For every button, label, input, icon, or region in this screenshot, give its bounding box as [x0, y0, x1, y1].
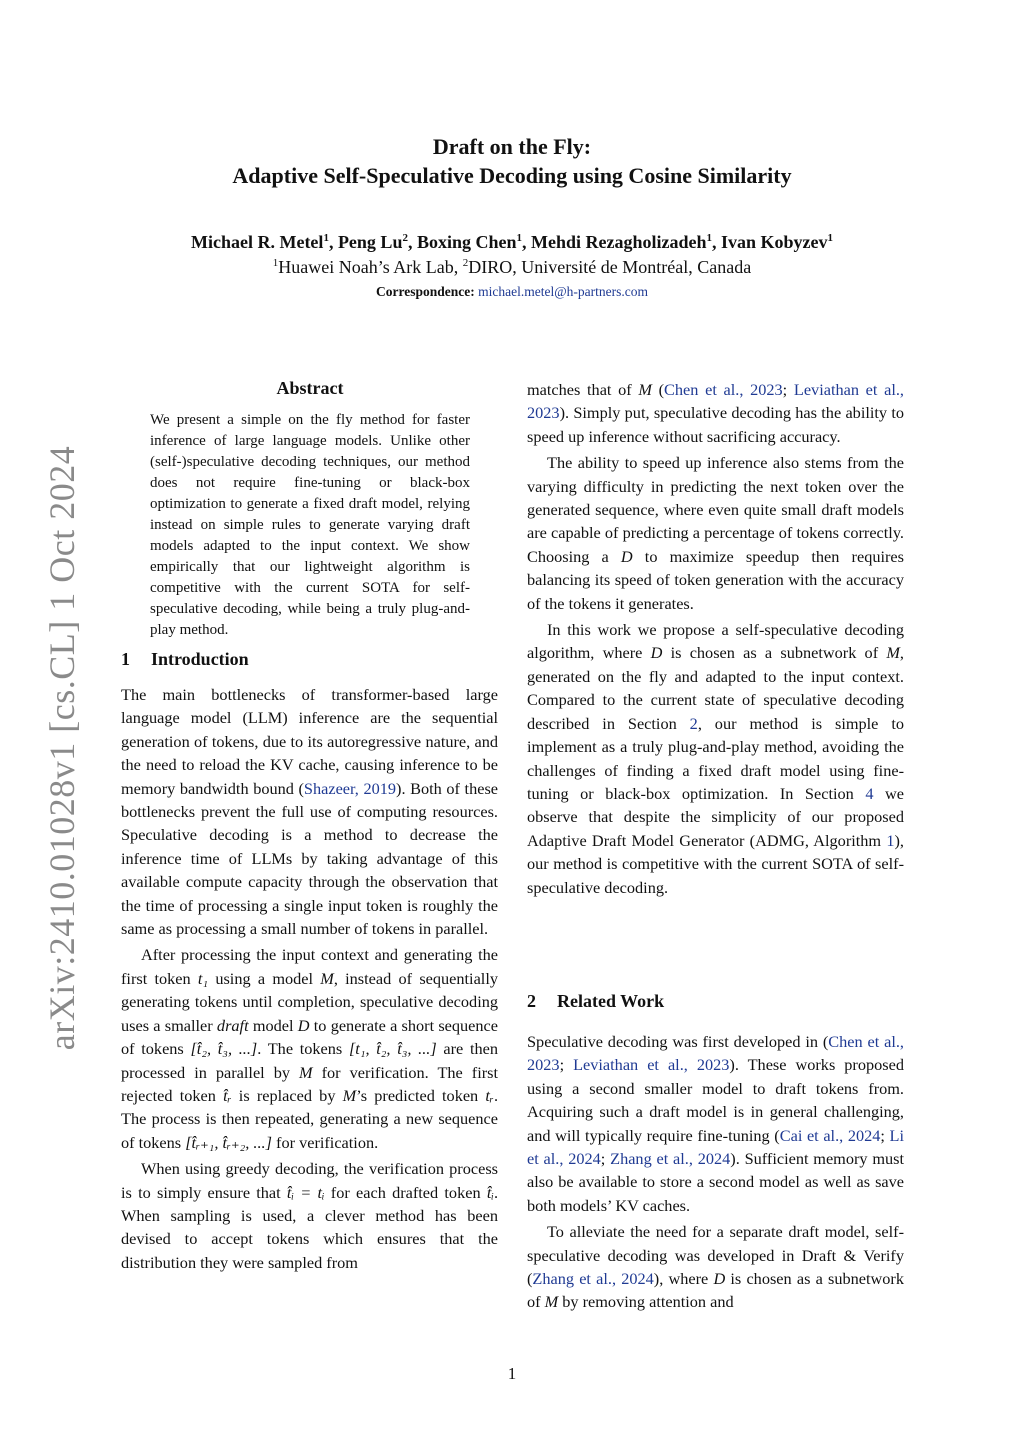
text-run: . The process is then repeated, generating a new sequence of tokens	[121, 1085, 499, 1152]
correspondence	[0, 283, 1024, 301]
text-run: to maximize speedup then requires balancing its speed of token generation with the accuracy of the tokens it generates.	[527, 546, 904, 613]
section-ref-link[interactable]: 2	[689, 713, 698, 733]
citation-link[interactable]: Leviathan et al., 2023	[573, 1055, 730, 1075]
author-affil-mark: 2	[402, 232, 408, 244]
text-run: matches that of	[527, 380, 639, 399]
text-run: ). These works proposed using a second smaller model to draft tokens from. Acquiring such a draft model is in general challenging, and will typically require fine-tuning (	[527, 1055, 904, 1145]
text-run: model	[248, 1015, 298, 1035]
text-run: After processing the input context and generating the first token	[121, 945, 498, 988]
author-name: Michael R. Metel	[190, 232, 324, 252]
citation-link[interactable]: Shazeer, 2019	[303, 778, 397, 798]
algorithm-ref-link[interactable]: 1	[886, 830, 895, 850]
paragraph	[121, 1157, 498, 1274]
text-run: is replaced by	[231, 1085, 343, 1105]
text-run: ). Simply put, speculative decoding has the ability to speed up inference without sacrificing accuracy.	[527, 403, 904, 446]
section-heading-introduction	[121, 647, 249, 671]
citation-link[interactable]: Cai et al., 2024	[779, 1125, 881, 1145]
citation-link[interactable]: Zhang et al., 2024	[610, 1149, 731, 1169]
text-run: . When sampling is used, a clever method has been devised to accept tokens which ensures that the distribution they were sampled from	[121, 1182, 499, 1272]
arxiv-identifier: arXiv:2410.01028v1 [cs.CL] 1 Oct 2024	[42, 445, 82, 1051]
text-run: To alleviate the need for a separate draft model, self-speculative decoding was developed in Draft & Verify (	[527, 1222, 904, 1289]
right-column-body-bottom	[527, 1030, 904, 1317]
affil-mark: 1	[272, 257, 279, 269]
text-run: ), our method is competitive with the current SOTA of self-speculative decoding.	[527, 830, 904, 897]
citation-link[interactable]: Li et al., 2024	[527, 1125, 904, 1169]
left-column-body	[121, 683, 498, 1277]
text-run: ;	[559, 1055, 574, 1075]
paper-title	[0, 132, 1024, 190]
math: t₁	[197, 968, 209, 988]
math: [t₁, t̂₂, t̂₃, ...]	[348, 1039, 437, 1059]
text-run: , our method is simple to implement as a truly plug-and-play method, avoiding the challenges of finding a fixed draft model using fine-tuning or black-box optimization. In Section	[527, 713, 904, 803]
text-run: for verification. The first rejected token	[121, 1062, 499, 1105]
affiliation: Huawei Noah’s Ark Lab,	[278, 257, 459, 277]
author-affil-mark: 1	[323, 232, 329, 244]
page-number: 1	[507, 1364, 517, 1383]
author-affil-mark: 1	[706, 232, 712, 244]
affil-mark: 2	[462, 257, 469, 269]
author-name: Mehdi Rezagholizadeh	[530, 232, 707, 252]
math: t̂ᵢ	[486, 1182, 494, 1202]
author-list: Michael R. Metel$^1$, Peng Lu$^2$, Boxing Chen$^1$, Mehdi Rezagholizadeh$^1$, Ivan Kobyzev$^1$	[190, 232, 833, 252]
text-run: ’s predicted token	[356, 1085, 486, 1105]
math: M	[320, 968, 334, 988]
text-run: ;	[782, 380, 794, 399]
math: [t̂₂, t̂₃, ...]	[190, 1039, 258, 1059]
text-run: using a model	[208, 968, 321, 988]
text-run: for each drafted token	[324, 1182, 487, 1202]
math: tᵣ	[485, 1085, 494, 1105]
section-number: 2	[527, 991, 536, 1011]
text-run: , generated on the fly and adapted to the input context. Compared to the current state of speculative decoding described in Section	[527, 643, 904, 733]
math: M	[342, 1085, 357, 1105]
text-run: . The tokens	[257, 1039, 349, 1059]
author-name: Boxing Chen	[416, 232, 517, 252]
text-run: is chosen as a subnetwork of	[527, 1269, 904, 1312]
paragraph	[121, 943, 498, 1154]
correspondence-label: Correspondence:	[376, 284, 475, 299]
citation-link[interactable]: Chen et al., 2023	[664, 380, 783, 399]
author-name: Ivan Kobyzev	[720, 232, 828, 252]
math: M	[886, 643, 900, 663]
correspondence-email-link[interactable]: michael.metel@h-partners.com	[478, 284, 648, 299]
text-run: , instead of sequentially generating tokens until completion, speculative decoding uses a smaller	[121, 968, 498, 1035]
author-affil-mark: 1	[516, 232, 522, 244]
section-title: Introduction	[151, 649, 249, 669]
text-run: In this work we propose a self-speculative decoding algorithm, where	[527, 620, 904, 663]
citation-link[interactable]: Leviathan et al., 2023	[527, 380, 904, 423]
math: D	[650, 643, 663, 663]
paragraph	[121, 683, 498, 940]
text-run: ;	[880, 1125, 890, 1145]
math: [t̂ᵣ₊₁, t̂ᵣ₊₂, ...]	[185, 1132, 272, 1152]
text-run: (	[651, 380, 665, 399]
paragraph	[527, 451, 904, 615]
paragraph	[527, 1220, 904, 1314]
text-run: The main bottlenecks of transformer-based large language model (LLM) inference are the sequential generation of tokens, due to its autoregressive nature, and the need to reload the KV cache, causing inference to be memory bandwidth bound (	[121, 685, 498, 798]
emphasis: draft	[216, 1015, 249, 1035]
text-run: is chosen as a subnetwork of	[662, 643, 887, 663]
text-run: by removing attention and	[558, 1292, 734, 1312]
math: D	[620, 546, 633, 566]
title-line-2: Adaptive Self-Speculative Decoding using Cosine Similarity	[232, 163, 792, 188]
right-column-body-top	[527, 378, 904, 902]
math: M	[638, 380, 652, 399]
citation-link[interactable]: Zhang et al., 2024	[532, 1269, 654, 1289]
text-run: ), where	[653, 1269, 714, 1289]
text-run: are then processed in parallel by	[121, 1039, 499, 1082]
section-title: Related Work	[557, 991, 665, 1011]
math: M	[544, 1292, 559, 1312]
text-run: ;	[600, 1149, 611, 1169]
text-run: for verification.	[271, 1132, 379, 1152]
author-affil-mark: 1	[827, 232, 833, 244]
title-line-1: Draft on the Fly:	[432, 134, 592, 159]
section-number: 1	[121, 649, 130, 669]
math: D	[297, 1015, 310, 1035]
math: D	[713, 1269, 726, 1289]
paragraph	[527, 618, 904, 899]
text-run: to generate a short sequence of tokens	[121, 1015, 498, 1059]
text-run: ). Sufficient memory must also be available to store a second model as well as save both models’ KV caches.	[527, 1149, 904, 1215]
affiliations	[0, 255, 1024, 279]
section-heading-related-work	[527, 989, 664, 1013]
text-run: Speculative decoding was first developed in (	[527, 1032, 829, 1051]
paragraph	[527, 378, 904, 448]
text-run: When using greedy decoding, the verification process is to simply ensure that	[121, 1159, 498, 1202]
section-ref-link[interactable]: 4	[865, 783, 874, 803]
paragraph	[527, 1030, 904, 1217]
citation-link[interactable]: Chen et al., 2023	[527, 1032, 904, 1075]
abstract-text: We present a simple on the fly method for faster inference of large language models. Unlike other (self-)speculative decoding techniques, our method does not require fine-tuning or black-box optimization to generate a fixed draft model, relying instead on simple rules to generate varying draft models adapted to the input context. We show empirically that our lightweight algorithm is competitive with the current SOTA for self-speculative decoding, while being a truly plug-and-play method.	[150, 412, 470, 638]
affiliation: DIRO, Université de Montréal, Canada	[468, 257, 752, 277]
math: t̂ᵢ = tᵢ	[286, 1182, 325, 1202]
text-run: The ability to speed up inference also stems from the varying difficulty in predicting the next token over the generated sequence, where even quite small draft models are capable of predicting a percentage of tokens correctly. Choosing a	[527, 453, 904, 566]
text-run: we observe that despite the simplicity of our proposed Adaptive Draft Model Generator (ADMG, Algorithm	[527, 783, 904, 850]
text-run: ). Both of these bottlenecks prevent the full use of computing resources. Speculative decoding is a method to decrease the inference time of LLMs by taking advantage of this available compute capacity through the observation that the time of processing a single input token is roughly the same as processing a small number of tokens in parallel.	[121, 778, 499, 939]
author-name: Peng Lu	[337, 232, 403, 252]
math: M	[299, 1062, 313, 1082]
abstract-heading: Abstract	[276, 378, 344, 398]
math: t̂ᵣ	[223, 1085, 232, 1105]
